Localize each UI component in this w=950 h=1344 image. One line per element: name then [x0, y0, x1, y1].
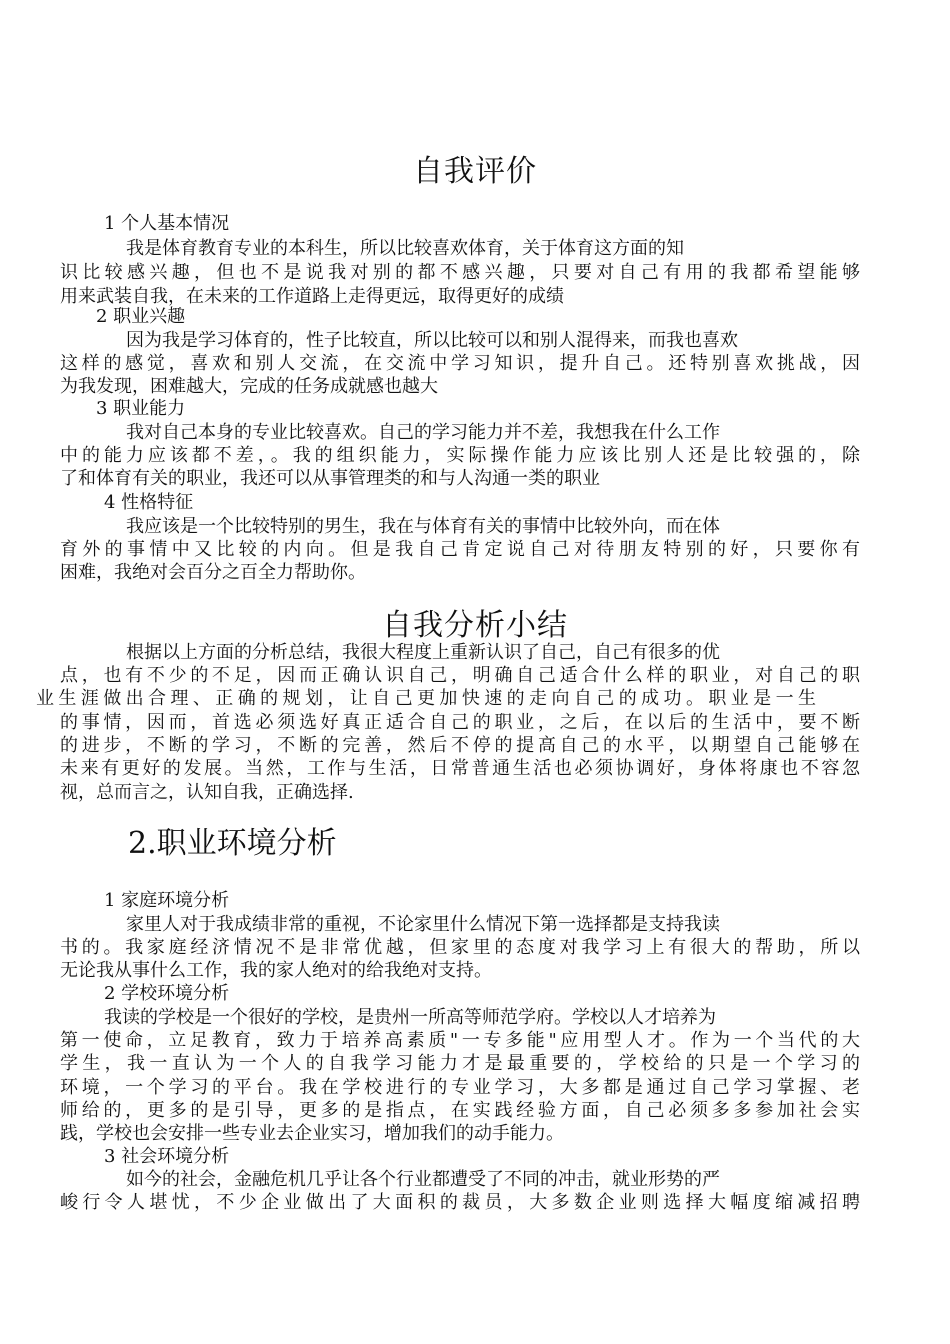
paragraph-line: 第一使命，立足教育，致力于培养高素质"一专多能"应用型人才。作为一个当代的大 [60, 1030, 860, 1051]
paragraph-line: 我是体育教育专业的本科生，所以比较喜欢体育，关于体育这方面的知 [126, 238, 684, 259]
paragraph-line: 践，学校也会安排一些专业去企业实习，增加我们的动手能力。 [60, 1123, 564, 1144]
paragraph-line: 环境，一个学习的平台。我在学校进行的专业学习，大多都是通过自己学习掌握、老 [60, 1077, 860, 1098]
paragraph-line: 为我发现，困难越大，完成的任务成就感也越大 [60, 376, 438, 397]
paragraph-line: 用来武装自我，在未来的工作道路上走得更远，取得更好的成绩 [60, 286, 564, 307]
page-title: 自我评价 [413, 154, 537, 189]
section-heading-ability: 3 职业能力 [96, 398, 186, 419]
paragraph-line: 书的。我家庭经济情况不是非常优越，但家里的态度对我学习上有很大的帮助，所以 [60, 937, 860, 958]
section-heading-school: 2 学校环境分析 [104, 983, 230, 1004]
section-heading-society: 3 社会环境分析 [104, 1146, 230, 1167]
paragraph-line: 我对自己本身的专业比较喜欢。自己的学习能力并不差，我想我在什么工作 [126, 422, 720, 443]
paragraph-line: 点，也有不少的不足，因而正确认识自己，明确自己适合什么样的职业，对自己的职 [60, 665, 860, 686]
paragraph-line: 家里人对于我成绩非常的重视，不论家里什么情况下第一选择都是支持我读 [126, 914, 720, 935]
section-heading-family: 1 家庭环境分析 [104, 890, 230, 911]
paragraph-line: 业生涯做出合理、正确的规划，让自己更加快速的走向自己的成功。职业是一生 [36, 688, 816, 709]
paragraph-line: 师给的，更多的是引导，更多的是指点，在实践经验方面，自己必须多多参加社会实 [60, 1100, 860, 1121]
paragraph-line: 我应该是一个比较特别的男生，我在与体育有关的事情中比较外向，而在体 [126, 516, 720, 537]
paragraph-line: 中的能力应该都不差，。我的组织能力，实际操作能力应该比别人还是比较强的，除 [60, 445, 860, 466]
paragraph-line: 学生，我一直认为一个人的自我学习能力才是最重要的，学校给的只是一个学习的 [60, 1053, 860, 1074]
paragraph-line: 困难，我绝对会百分之百全力帮助你。 [60, 562, 366, 583]
section-title-environment: 2.职业环境分析 [128, 826, 337, 861]
paragraph-line: 育外的事情中又比较的内向。但是我自己肯定说自己对待朋友特别的好，只要你有 [60, 539, 860, 560]
paragraph-line: 未来有更好的发展。当然，工作与生活，日常普通生活也必须协调好，身体将康也不容忽 [60, 758, 860, 779]
paragraph-line: 了和体育有关的职业，我还可以从事管理类的和与人沟通一类的职业 [60, 468, 600, 489]
section-heading-personality: 4 性格特征 [104, 492, 194, 513]
paragraph-line: 峻行令人堪忧，不少企业做出了大面积的裁员，大多数企业则选择大幅度缩减招聘 [60, 1192, 860, 1213]
paragraph-line: 因为我是学习体育的，性子比较直，所以比较可以和别人混得来，而我也喜欢 [126, 330, 738, 351]
summary-title: 自我分析小结 [382, 608, 568, 643]
paragraph-line: 识比较感兴趣，但也不是说我对别的都不感兴趣，只要对自己有用的我都希望能够 [60, 262, 860, 283]
section-heading-basic-info: 1 个人基本情况 [104, 213, 230, 234]
paragraph-line: 我读的学校是一个很好的学校，是贵州一所高等师范学府。学校以人才培养为 [104, 1007, 716, 1028]
paragraph-line: 的事情，因而，首选必须选好真正适合自己的职业，之后，在以后的生活中，要不断 [60, 712, 860, 733]
paragraph-line: 如今的社会，金融危机几乎让各个行业都遭受了不同的冲击，就业形势的严 [126, 1169, 720, 1190]
section-heading-interest: 2 职业兴趣 [96, 306, 186, 327]
paragraph-line: 的进步，不断的学习，不断的完善，然后不停的提高自己的水平，以期望自己能够在 [60, 735, 860, 756]
paragraph-line: 无论我从事什么工作，我的家人绝对的给我绝对支持。 [60, 960, 492, 981]
paragraph-line: 根据以上方面的分析总结，我很大程度上重新认识了自己，自己有很多的优 [126, 642, 720, 663]
paragraph-line: 这样的感觉，喜欢和别人交流，在交流中学习知识，提升自己。还特别喜欢挑战，因 [60, 353, 860, 374]
paragraph-line: 视，总而言之，认知自我，正确选择. [60, 782, 354, 803]
